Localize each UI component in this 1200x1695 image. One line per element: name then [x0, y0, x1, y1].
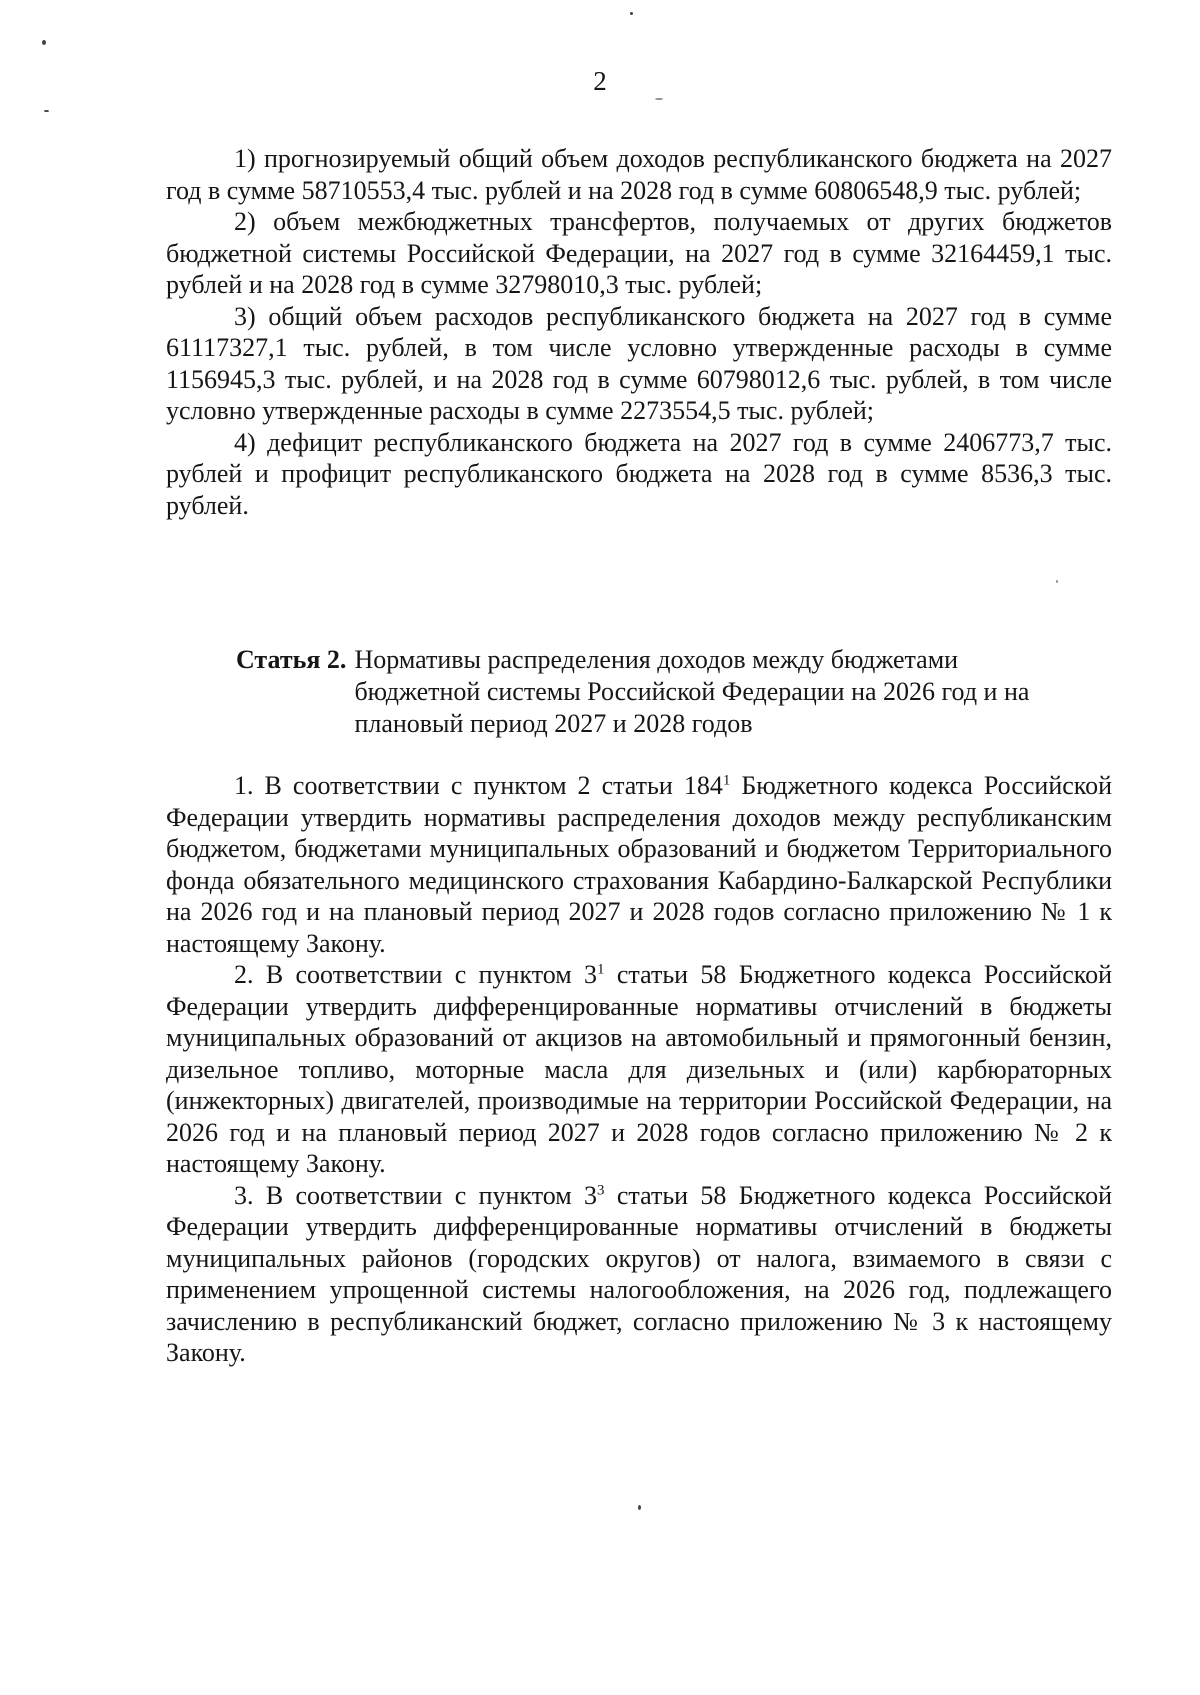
article-heading: [236, 644, 1096, 740]
scan-speck: [630, 12, 633, 15]
budget-item-expenditures: 3) общий объем расходов республиканского бюджета на 2027 год в сумме 61117327,1 тыс. рублей, в том числе условно утвержденные расходы в сумме 1156945,3 тыс. рублей, и на 2028 год в сумме 60798012,6 тыс. рублей, в том числе условно утвержденные расходы в сумме 2273554,5 тыс. рублей;: [166, 301, 1112, 425]
scan-speck: [1056, 580, 1058, 583]
page-number: 2: [593, 66, 607, 96]
scan-speck: [42, 40, 46, 45]
scan-speck: [44, 110, 49, 112]
budget-items-list: [166, 143, 1112, 521]
article-paragraph-3: [166, 1180, 1112, 1369]
paragraph-text: статьи 58 Бюджетного кодекса Российской Федерации утвердить дифференцированные нормативы отчислений в бюджеты муниципальных образований от акцизов на автомобильный и прямогонный бензин, дизельное топливо, моторные масла для дизельных и (или) карбюраторных (инжекторных) двигателей, производимые на территории Российской Федерации, на 2026 год и на плановый период 2027 и 2028 годов согласно приложению № 2 к настоящему Закону.: [166, 960, 1112, 1178]
budget-item-deficit: 4) дефицит республиканского бюджета на 2027 год в сумме 2406773,7 тыс. рублей и профицит республиканского бюджета на 2028 год в сумме 8536,3 тыс. рублей.: [166, 427, 1112, 520]
article-paragraphs: [166, 770, 1112, 1369]
article-title: Нормативы распределения доходов между бюджетами бюджетной системы Российской Федерации на 2026 год и на плановый период 2027 и 2028 годов: [354, 645, 1030, 738]
superscript: 1: [722, 772, 731, 789]
budget-item-transfers: 2) объем межбюджетных трансфертов, получаемых от других бюджетов бюджетной системы Российской Федерации, на 2027 год в сумме 32164459,1 тыс. рублей и на 2028 год в сумме 32798010,3 тыс. рублей;: [166, 207, 1112, 299]
paragraph-text: Бюджетного кодекса Российской Федерации утвердить нормативы распределения доходов между республиканским бюджетом, бюджетами муниципальных образований и бюджетом Территориального фонда обязательного медицинского страхования Кабардино-Балкарской Республики на 2026 год и на плановый период 2027 и 2028 годов согласно приложению № 1 к настоящему Закону.: [166, 771, 1113, 958]
article-label: Статья 2.: [236, 645, 347, 674]
paragraph-text: статьи 58 Бюджетного кодекса Российской Федерации утвердить дифференцированные нормативы отчислений в бюджеты муниципальных районов (городских округов) от налога, взимаемого в связи с применением упрощенной системы налогообложения, на 2026 год, подлежащего зачислению в республиканский бюджет, согласно приложению № 3 к настоящему Закону.: [166, 1180, 1112, 1367]
paragraph-text: 1. В соответствии с пунктом 2 статьи 184: [234, 771, 723, 800]
article-paragraph-2: [166, 959, 1112, 1180]
article-paragraph-1: [166, 770, 1112, 959]
scan-speck: [638, 1505, 641, 1510]
scan-speck: [655, 98, 663, 100]
superscript: 1: [597, 961, 605, 978]
paragraph-text: 2. В соответствии с пунктом 3: [234, 960, 598, 989]
superscript: 3: [597, 1181, 605, 1198]
budget-item-revenue: 1) прогнозируемый общий объем доходов республиканского бюджета на 2027 год в сумме 58710553,4 тыс. рублей и на 2028 год в сумме 60806548,9 тыс. рублей;: [166, 144, 1112, 205]
paragraph-text: 3. В соответствии с пунктом 3: [234, 1180, 598, 1210]
